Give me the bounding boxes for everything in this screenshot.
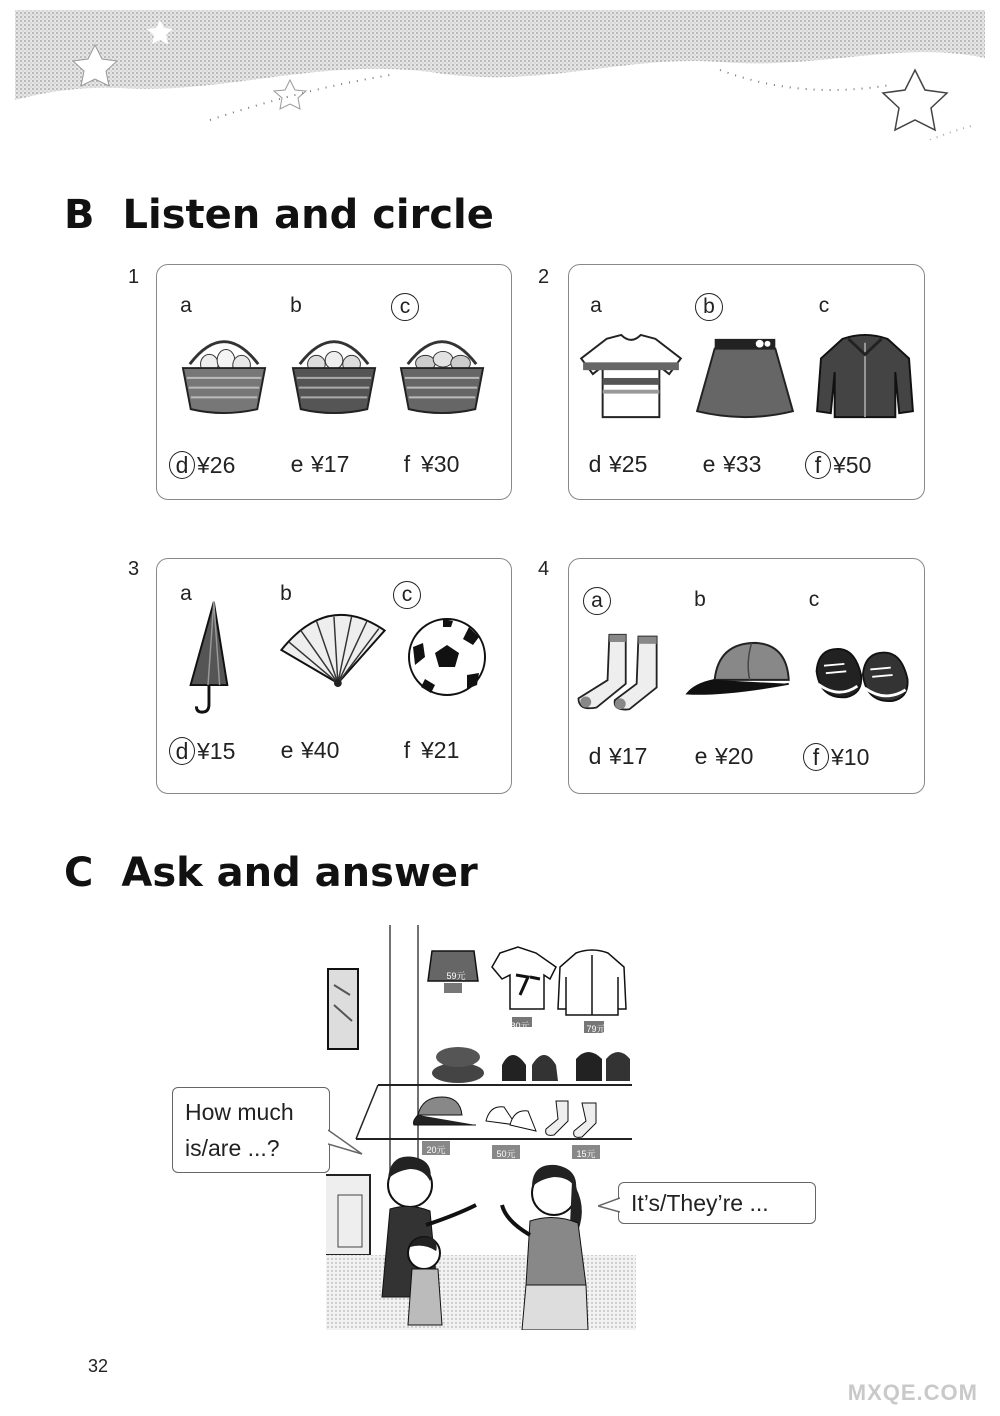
price-letter-circled: f: [803, 743, 829, 771]
section-c-heading: Ask and answer: [121, 850, 478, 896]
watermark-text: MXQE.COM: [847, 1380, 978, 1405]
price-letter: e: [280, 737, 294, 763]
price-value: ¥26: [197, 452, 236, 478]
price-option[interactable]: [275, 737, 339, 764]
option-letter[interactable]: a: [590, 294, 602, 317]
question-number: 1: [128, 266, 140, 288]
price-value: ¥25: [609, 451, 648, 477]
basket-of-apples-image: [285, 327, 383, 415]
question-number: 2: [538, 266, 550, 288]
option-letter[interactable]: c: [808, 588, 820, 611]
price-value: ¥33: [723, 451, 762, 477]
price-tag: 59元: [446, 971, 466, 981]
option-letter-circled[interactable]: b: [695, 293, 723, 321]
umbrella-image: [179, 599, 237, 717]
price-letter-circled: d: [169, 451, 195, 479]
question-4-panel: [568, 558, 925, 794]
price-tag: 50元: [496, 1149, 516, 1159]
speech-bubble-tail: [598, 1196, 620, 1216]
price-value: ¥50: [833, 452, 872, 478]
football-image: [407, 617, 487, 697]
option-letter-circled[interactable]: a: [583, 587, 611, 615]
price-option[interactable]: [697, 451, 761, 478]
basket-of-pears-image: [175, 327, 273, 415]
price-tag: 20元: [426, 1145, 446, 1155]
option-letter[interactable]: c: [818, 294, 830, 317]
fan-image: [279, 611, 387, 689]
option-letter[interactable]: a: [180, 582, 192, 605]
price-option[interactable]: [395, 737, 459, 764]
speech-bubble-tail: [328, 1126, 364, 1156]
price-letter-circled: f: [805, 451, 831, 479]
price-tag: 80元: [510, 1021, 530, 1031]
price-letter: e: [694, 743, 708, 769]
price-value: ¥17: [311, 451, 350, 477]
basket-of-mangoes-image: [393, 327, 491, 415]
option-letter[interactable]: a: [180, 294, 192, 317]
clothes-shop-illustration: [326, 925, 636, 1330]
jacket-image: [811, 333, 919, 421]
price-letter: e: [702, 451, 716, 477]
price-letter: f: [403, 737, 411, 763]
price-tag: 15元: [576, 1149, 596, 1159]
question-number: 4: [538, 558, 550, 580]
socks-image: [573, 631, 673, 713]
price-value: ¥40: [301, 737, 340, 763]
price-letter-circled: d: [169, 737, 195, 765]
price-letter: d: [588, 451, 602, 477]
price-option[interactable]: [689, 743, 753, 770]
t-shirt-image: [577, 333, 685, 421]
speech-bubble-answer: It’s/They’re ...: [618, 1182, 816, 1224]
price-letter: d: [588, 743, 602, 769]
price-letter: f: [403, 451, 411, 477]
section-b-letter: B: [64, 192, 95, 238]
price-value: ¥15: [197, 738, 236, 764]
shoes-image: [811, 637, 913, 713]
price-option[interactable]: [395, 451, 459, 478]
question-1-panel: [156, 264, 512, 500]
price-tag: 79元: [586, 1024, 606, 1034]
option-letter[interactable]: b: [280, 582, 292, 605]
price-option[interactable]: [583, 451, 647, 478]
price-option[interactable]: [805, 451, 871, 479]
price-option[interactable]: [169, 737, 235, 765]
skirt-image: [691, 333, 799, 421]
price-value: ¥17: [609, 743, 648, 769]
question-3-panel: [156, 558, 512, 794]
option-letter-circled[interactable]: c: [391, 293, 419, 321]
section-b-heading: Listen and circle: [122, 192, 494, 238]
price-value: ¥10: [831, 744, 870, 770]
price-value: ¥30: [421, 451, 460, 477]
decorative-star-header: [0, 0, 1000, 140]
price-option[interactable]: [803, 743, 869, 771]
price-option[interactable]: [285, 451, 349, 478]
speech-bubble-question: How much is/are ...?: [172, 1087, 330, 1173]
section-c-title: [64, 850, 478, 896]
price-value: ¥20: [715, 743, 754, 769]
price-option[interactable]: [583, 743, 647, 770]
price-value: ¥21: [421, 737, 460, 763]
cap-image: [685, 637, 793, 715]
section-b-title: [64, 192, 494, 238]
section-c-letter: C: [64, 850, 94, 896]
question-2-panel: [568, 264, 925, 500]
option-letter-circled[interactable]: c: [393, 581, 421, 609]
option-letter[interactable]: b: [290, 294, 302, 317]
price-letter: e: [290, 451, 304, 477]
price-option[interactable]: [169, 451, 235, 479]
question-number: 3: [128, 558, 140, 580]
option-letter[interactable]: b: [694, 588, 706, 611]
page-number: 32: [88, 1356, 109, 1376]
